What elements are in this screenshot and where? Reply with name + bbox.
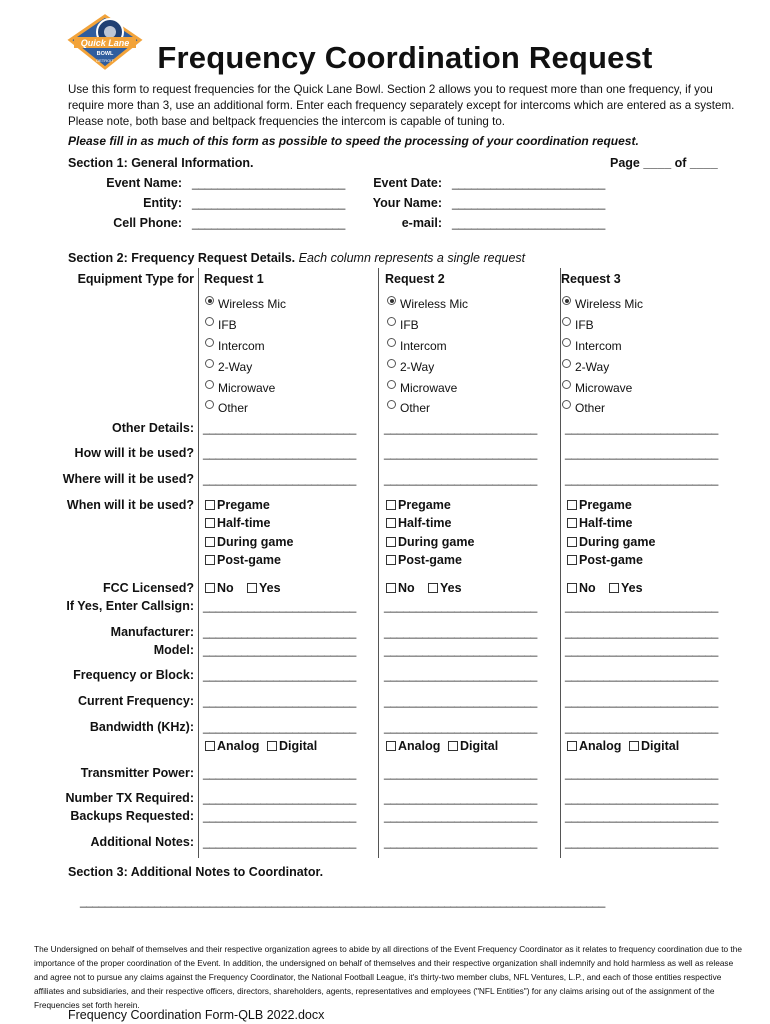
radio-button-icon[interactable] [205, 359, 214, 368]
request-1-model-field[interactable]: ________________________ [203, 643, 356, 657]
radio-button-icon[interactable] [387, 338, 396, 347]
checkbox-label: Pregame [579, 498, 632, 512]
request-1-where-used-field[interactable]: ________________________ [203, 472, 356, 486]
svg-text:BOWL: BOWL [96, 51, 114, 57]
your-name-label: Your Name: [372, 196, 442, 210]
event-name-label: Event Name: [106, 176, 182, 190]
radio-button-icon[interactable] [562, 400, 571, 409]
request-1-other-details-field[interactable]: ________________________ [203, 421, 356, 435]
checkbox-icon[interactable] [386, 537, 396, 547]
equipment-option-label: Other [400, 401, 431, 415]
transmitter-power-label: Transmitter Power: [80, 766, 194, 780]
radio-button-icon[interactable] [205, 380, 214, 389]
svg-text:Quick Lane: Quick Lane [80, 38, 130, 48]
request-2-equipment-option[interactable] [387, 401, 430, 415]
checkbox-label: Analog [217, 739, 260, 753]
request-2-current-frequency-field[interactable]: ________________________ [384, 694, 537, 708]
email-label: e-mail: [401, 216, 442, 230]
frequency-block-label: Frequency or Block: [73, 668, 194, 682]
request-1-fcc-yes-checkbox[interactable] [247, 581, 281, 595]
request-2-model-field[interactable]: ________________________ [384, 643, 537, 657]
checkbox-label: Post-game [217, 553, 281, 567]
column-divider [198, 268, 199, 858]
checkbox-icon[interactable] [567, 537, 577, 547]
request-3-fcc-yes-checkbox[interactable] [609, 581, 643, 595]
section2-title: Section 2: Frequency Request Details. [68, 251, 296, 265]
request-3-manufacturer-field[interactable]: ________________________ [565, 625, 718, 639]
equipment-option-label: Microwave [400, 381, 458, 395]
manufacturer-label: Manufacturer: [110, 625, 194, 639]
request-2-number-tx-field[interactable]: ________________________ [384, 791, 537, 805]
section2-subtitle: Each column represents a single request [298, 251, 526, 265]
request-3-backups-field[interactable]: ________________________ [565, 809, 718, 823]
column-divider [378, 268, 379, 858]
request-3-when-checkbox[interactable] [567, 535, 655, 549]
checkbox-label: Half-time [217, 516, 271, 530]
checkbox-icon[interactable] [567, 500, 577, 510]
checkbox-icon[interactable] [629, 741, 639, 751]
checkbox-icon[interactable] [567, 518, 577, 528]
checkbox-icon[interactable] [386, 518, 396, 528]
request-1-current-frequency-field[interactable]: ________________________ [203, 694, 356, 708]
checkbox-icon[interactable] [205, 583, 215, 593]
checkbox-label: Yes [440, 581, 462, 595]
other-details-label: Other Details: [112, 421, 194, 435]
request-3-fcc-no-checkbox[interactable] [567, 581, 596, 595]
request-3-equipment-option[interactable] [562, 401, 605, 415]
request-3-when-checkbox[interactable] [567, 553, 643, 567]
current-frequency-label: Current Frequency: [78, 694, 194, 708]
request-1-when-checkbox[interactable] [205, 535, 293, 549]
request-2-equipment-option[interactable] [387, 339, 447, 353]
radio-button-icon[interactable] [562, 359, 571, 368]
svg-text:DETROIT: DETROIT [96, 58, 114, 63]
checkbox-icon[interactable] [267, 741, 277, 751]
request-1-equipment-option[interactable] [205, 381, 275, 395]
checkbox-label: No [579, 581, 596, 595]
request-1-analog-checkbox[interactable] [205, 739, 259, 753]
request-1-frequency-block-field[interactable]: ________________________ [203, 668, 356, 682]
request-1-transmitter-power-field[interactable]: ________________________ [203, 766, 356, 780]
request-3-additional-notes-field[interactable]: ________________________ [565, 835, 718, 849]
radio-button-icon[interactable] [562, 380, 571, 389]
radio-button-icon[interactable] [205, 296, 214, 305]
page-title: Frequency Coordination Request [157, 40, 653, 75]
request-1-bandwidth-field[interactable]: ________________________ [203, 720, 356, 734]
request-2-when-checkbox[interactable] [386, 516, 451, 530]
checkbox-label: During game [579, 535, 656, 549]
equipment-option-label: Intercom [575, 339, 622, 353]
checkbox-label: Digital [460, 739, 499, 753]
radio-button-icon[interactable] [205, 400, 214, 409]
request-2-fcc-yes-checkbox[interactable] [428, 581, 462, 595]
event-date-label: Event Date: [373, 176, 442, 190]
request-1-fcc-no-checkbox[interactable] [205, 581, 234, 595]
request-2-manufacturer-field[interactable]: ________________________ [384, 625, 537, 639]
request-2-backups-field[interactable]: ________________________ [384, 809, 537, 823]
number-tx-label: Number TX Required: [65, 791, 194, 805]
request-2-when-checkbox[interactable] [386, 498, 451, 512]
checkbox-label: Half-time [398, 516, 452, 530]
checkbox-label: Half-time [579, 516, 633, 530]
request-1-when-checkbox[interactable] [205, 498, 270, 512]
additional-notes-label: Additional Notes: [90, 835, 194, 849]
checkbox-label: Analog [579, 739, 622, 753]
request-2-additional-notes-field[interactable]: ________________________ [384, 835, 537, 849]
request-2-analog-checkbox[interactable] [386, 739, 440, 753]
checkbox-icon[interactable] [247, 583, 257, 593]
disclaimer-text: The Undersigned on behalf of themselves and their respective organization agrees to abide by all directions of the Event Frequency Coordinator as it relates to frequency coordination due to the importance of the proper coordination of the Event. In addition, the undersigned on behalf of themselves and their respective organization shall indemnify and hold harmless as well as release and agree not to pursue any claims against the Frequency Coordinator, the National Football League, it's thirty-two member clubs, NFL Ventures, L.P., and each of those entities respective affiliates and subsidiaries, and their respective officers, directors, shareholders, agents, representatives and employees ("NFL Entities") for any claims arising out of the assignment of the Frequencies set forth herein. [34, 944, 742, 1010]
equipment-option-label: Other [575, 401, 606, 415]
bandwidth-label: Bandwidth (KHz): [89, 720, 194, 734]
model-label: Model: [153, 643, 194, 657]
request-2-equipment-option[interactable] [387, 318, 419, 332]
checkbox-label: No [217, 581, 234, 595]
coordinator-notes-field[interactable]: _____________________________________________________________________________________ [80, 894, 605, 908]
request-3-equipment-option[interactable] [562, 360, 609, 374]
equipment-option-label: 2-Way [400, 360, 435, 374]
equipment-option-label: IFB [400, 318, 419, 332]
email-field[interactable]: ________________________ [452, 216, 605, 230]
radio-button-icon[interactable] [205, 338, 214, 347]
request-1-manufacturer-field[interactable]: ________________________ [203, 625, 356, 639]
your-name-field[interactable]: ________________________ [452, 196, 605, 210]
request-3-how-used-field[interactable]: ________________________ [565, 446, 718, 460]
request-3-callsign-field[interactable]: ________________________ [565, 599, 718, 613]
cell-phone-field[interactable]: ________________________ [192, 216, 345, 230]
request-1-number-tx-field[interactable]: ________________________ [203, 791, 356, 805]
checkbox-icon[interactable] [205, 518, 215, 528]
request-2-header: Request 2 [385, 272, 445, 286]
checkbox-label: No [398, 581, 415, 595]
entity-label: Entity: [143, 196, 182, 210]
intro-text: Use this form to request frequencies for the Quick Lane Bowl. Section 2 allows you to request more than one frequency, if you require more than 3, use an additional form. Enter each frequency separately except for intercoms which are entered as a system. Please note, both base and beltpack frequencies the intercom is capable of tuning to. [68, 83, 735, 128]
checkbox-label: During game [398, 535, 475, 549]
radio-button-icon[interactable] [387, 400, 396, 409]
radio-button-icon[interactable] [387, 317, 396, 326]
checkbox-icon[interactable] [567, 583, 577, 593]
request-1-how-used-field[interactable]: ________________________ [203, 446, 356, 460]
checkbox-label: Post-game [579, 553, 643, 567]
equipment-option-label: IFB [575, 318, 594, 332]
request-3-when-checkbox[interactable] [567, 498, 632, 512]
request-2-how-used-field[interactable]: ________________________ [384, 446, 537, 460]
equipment-option-label: 2-Way [575, 360, 610, 374]
request-1-equipment-option[interactable] [205, 297, 286, 311]
request-1-equipment-option[interactable] [205, 360, 252, 374]
request-1-additional-notes-field[interactable]: ________________________ [203, 835, 356, 849]
request-2-frequency-block-field[interactable]: ________________________ [384, 668, 537, 682]
request-2-equipment-option[interactable] [387, 360, 434, 374]
checkbox-icon[interactable] [386, 741, 396, 751]
request-3-digital-checkbox[interactable] [629, 739, 679, 753]
event-name-field[interactable]: ________________________ [192, 176, 345, 190]
where-used-label: Where will it be used? [62, 472, 194, 486]
radio-button-icon[interactable] [387, 380, 396, 389]
request-2-when-checkbox[interactable] [386, 535, 474, 549]
request-1-equipment-option[interactable] [205, 339, 265, 353]
checkbox-icon[interactable] [386, 555, 396, 565]
radio-button-icon[interactable] [562, 296, 571, 305]
request-3-when-checkbox[interactable] [567, 516, 632, 530]
equipment-type-label: Equipment Type for [77, 272, 194, 286]
request-3-current-frequency-field[interactable]: ________________________ [565, 694, 718, 708]
section3-title: Section 3: Additional Notes to Coordinator. [68, 865, 324, 879]
request-3-equipment-option[interactable] [562, 381, 632, 395]
equipment-option-label: Wireless Mic [400, 297, 468, 311]
radio-button-icon[interactable] [205, 317, 214, 326]
checkbox-icon[interactable] [205, 537, 215, 547]
checkbox-label: Yes [259, 581, 281, 595]
request-3-frequency-block-field[interactable]: ________________________ [565, 668, 718, 682]
how-used-label: How will it be used? [74, 446, 194, 460]
equipment-option-label: Intercom [218, 339, 265, 353]
request-2-where-used-field[interactable]: ________________________ [384, 472, 537, 486]
equipment-option-label: Intercom [400, 339, 447, 353]
request-3-analog-checkbox[interactable] [567, 739, 621, 753]
cell-phone-label: Cell Phone: [113, 216, 182, 230]
checkbox-icon[interactable] [428, 583, 438, 593]
checkbox-icon[interactable] [448, 741, 458, 751]
request-2-digital-checkbox[interactable] [448, 739, 498, 753]
checkbox-icon[interactable] [609, 583, 619, 593]
request-1-digital-checkbox[interactable] [267, 739, 317, 753]
checkbox-label: Yes [621, 581, 643, 595]
checkbox-label: Digital [641, 739, 680, 753]
checkbox-icon[interactable] [205, 555, 215, 565]
checkbox-icon[interactable] [386, 500, 396, 510]
equipment-option-label: Wireless Mic [575, 297, 643, 311]
checkbox-label: During game [217, 535, 294, 549]
equipment-option-label: 2-Way [218, 360, 253, 374]
request-3-equipment-option[interactable] [562, 339, 622, 353]
request-3-equipment-option[interactable] [562, 297, 643, 311]
checkbox-icon[interactable] [567, 741, 577, 751]
request-2-equipment-option[interactable] [387, 381, 457, 395]
checkbox-icon[interactable] [386, 583, 396, 593]
request-2-other-details-field[interactable]: ________________________ [384, 421, 537, 435]
request-2-when-checkbox[interactable] [386, 553, 462, 567]
request-2-bandwidth-field[interactable]: ________________________ [384, 720, 537, 734]
when-used-label: When will it be used? [66, 498, 194, 512]
checkbox-icon[interactable] [567, 555, 577, 565]
request-2-callsign-field[interactable]: ________________________ [384, 599, 537, 613]
request-1-backups-field[interactable]: ________________________ [203, 809, 356, 823]
equipment-option-label: Microwave [575, 381, 633, 395]
radio-button-icon[interactable] [562, 317, 571, 326]
checkbox-label: Post-game [398, 553, 462, 567]
request-1-equipment-option[interactable] [205, 401, 248, 415]
page-number-field[interactable]: Page ____ of ____ [610, 156, 718, 170]
radio-button-icon[interactable] [387, 296, 396, 305]
checkbox-icon[interactable] [205, 741, 215, 751]
request-3-other-details-field[interactable]: ________________________ [565, 421, 718, 435]
footer-filename: Frequency Coordination Form-QLB 2022.docx [68, 1008, 325, 1022]
section2-header [68, 251, 525, 265]
request-3-number-tx-field[interactable]: ________________________ [565, 791, 718, 805]
equipment-option-label: Wireless Mic [218, 297, 286, 311]
equipment-option-label: Microwave [218, 381, 276, 395]
request-1-header: Request 1 [204, 272, 264, 286]
request-1-when-checkbox[interactable] [205, 516, 270, 530]
checkbox-label: Pregame [398, 498, 451, 512]
request-3-header: Request 3 [561, 272, 621, 286]
radio-button-icon[interactable] [387, 359, 396, 368]
checkbox-label: Pregame [217, 498, 270, 512]
request-2-fcc-no-checkbox[interactable] [386, 581, 415, 595]
request-1-callsign-field[interactable]: ________________________ [203, 599, 356, 613]
request-3-model-field[interactable]: ________________________ [565, 643, 718, 657]
request-3-transmitter-power-field[interactable]: ________________________ [565, 766, 718, 780]
checkbox-label: Analog [398, 739, 441, 753]
request-2-equipment-option[interactable] [387, 297, 468, 311]
request-1-equipment-option[interactable] [205, 318, 237, 332]
request-3-where-used-field[interactable]: ________________________ [565, 472, 718, 486]
request-2-transmitter-power-field[interactable]: ________________________ [384, 766, 537, 780]
request-3-equipment-option[interactable] [562, 318, 594, 332]
event-date-field[interactable]: ________________________ [452, 176, 605, 190]
equipment-option-label: IFB [218, 318, 237, 332]
column-divider [560, 268, 561, 858]
instruction-note: Please fill in as much of this form as possible to speed the processing of your coordination request. [68, 134, 639, 148]
request-1-when-checkbox[interactable] [205, 553, 281, 567]
radio-button-icon[interactable] [562, 338, 571, 347]
entity-field[interactable]: ________________________ [192, 196, 345, 210]
backups-label: Backups Requested: [70, 809, 194, 823]
section1-title: Section 1: General Information. [68, 156, 254, 170]
fcc-licensed-label: FCC Licensed? [103, 581, 194, 595]
request-3-bandwidth-field[interactable]: ________________________ [565, 720, 718, 734]
callsign-label: If Yes, Enter Callsign: [66, 599, 194, 613]
equipment-option-label: Other [218, 401, 249, 415]
checkbox-icon[interactable] [205, 500, 215, 510]
checkbox-label: Digital [279, 739, 318, 753]
